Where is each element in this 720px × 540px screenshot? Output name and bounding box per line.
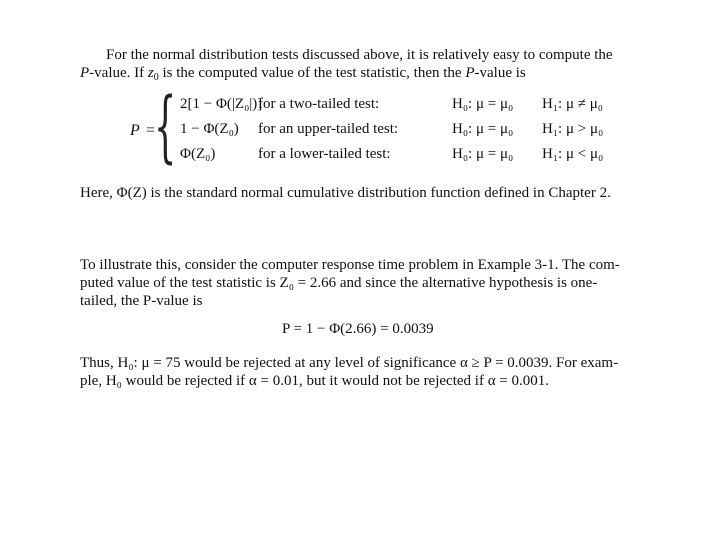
p-value-computation: P = 1 − Φ(2.66) = 0.0039 bbox=[282, 321, 434, 337]
example-line-1: To illustrate this, consider the computer response time problem in Example 3-1. The com- bbox=[80, 257, 620, 273]
p-symbol: P bbox=[80, 65, 90, 81]
alternative-hypothesis: H₁: μ < μ₀ bbox=[542, 146, 604, 162]
intro-line-1 bbox=[80, 46, 650, 64]
alternative-hypothesis: H₁: μ ≠ μ₀ bbox=[542, 96, 604, 112]
z-subscript: 0 bbox=[153, 72, 159, 83]
conclusion-paragraph bbox=[80, 354, 650, 390]
example-paragraph bbox=[80, 256, 650, 310]
intro-text-1: For the normal distribution tests discussed above, it is relatively easy to compute the bbox=[106, 47, 613, 63]
left-brace: { bbox=[154, 82, 177, 172]
intro-text-4: -value is bbox=[474, 65, 526, 81]
p-symbol-2: P bbox=[465, 65, 475, 81]
case-row-lower-tailed bbox=[180, 142, 610, 166]
case-expression: 2[1 − Φ(|Z₀|)] bbox=[180, 96, 263, 112]
intro-line-2 bbox=[80, 64, 650, 82]
intro-text-2: -value. If bbox=[89, 65, 148, 81]
case-row-two-tailed bbox=[180, 92, 610, 116]
case-expression: 1 − Φ(Z₀) bbox=[180, 121, 239, 137]
case-description: for an upper-tailed test: bbox=[258, 121, 399, 137]
formula-lhs: P bbox=[130, 122, 140, 139]
formula-equals: = bbox=[146, 122, 156, 139]
case-expression: Φ(Z₀) bbox=[180, 146, 216, 162]
p-value-piecewise-formula bbox=[130, 82, 604, 172]
intro-text-3: is the computed value of the test statistic, then the bbox=[158, 65, 466, 81]
definition-paragraph: Here, Φ(Z) is the standard normal cumulative distribution function defined in Chapter 2. bbox=[80, 185, 611, 201]
case-row-upper-tailed bbox=[180, 117, 610, 141]
intro-paragraph bbox=[80, 46, 650, 82]
conclusion-line-2: ple, H₀ would be rejected if α = 0.01, but it would not be rejected if α = 0.001. bbox=[80, 373, 550, 389]
null-hypothesis: H₀: μ = μ₀ bbox=[452, 96, 514, 112]
example-line-3: tailed, the P-value is bbox=[80, 293, 203, 309]
null-hypothesis: H₀: μ = μ₀ bbox=[452, 146, 514, 162]
case-description: for a two-tailed test: bbox=[258, 96, 380, 112]
null-hypothesis: H₀: μ = μ₀ bbox=[452, 121, 514, 137]
alternative-hypothesis: H₁: μ > μ₀ bbox=[542, 121, 604, 137]
example-line-2: puted value of the test statistic is Z₀ = 2.66 and since the alternative hypothesis is one- bbox=[80, 275, 598, 291]
z-symbol: z bbox=[147, 65, 154, 81]
conclusion-line-1: Thus, H₀: μ = 75 would be rejected at any level of significance α ≥ P = 0.0039. For exam- bbox=[80, 355, 619, 371]
case-description: for a lower-tailed test: bbox=[258, 146, 391, 162]
